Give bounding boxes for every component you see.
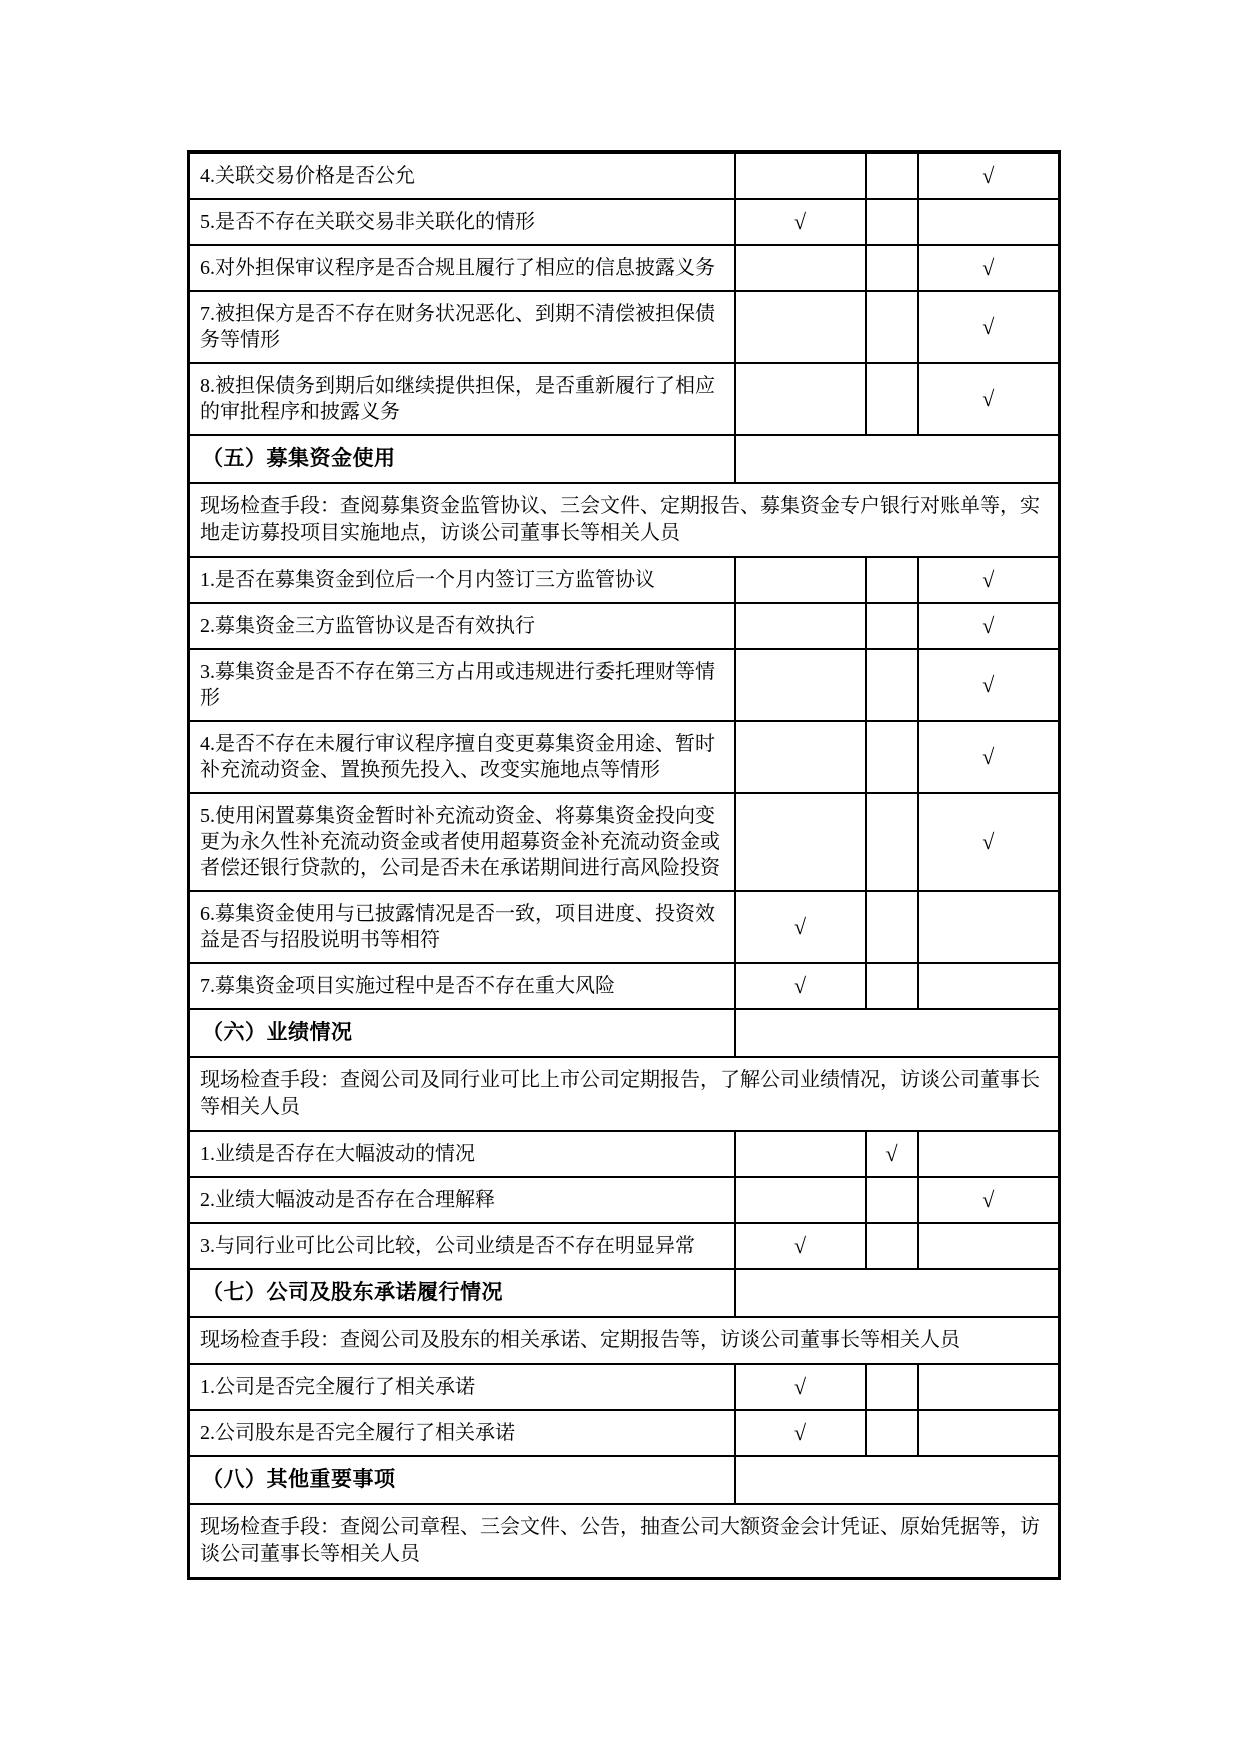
checkmark: √ — [793, 209, 807, 234]
answer-cell-c2 — [866, 721, 918, 793]
checkmark: √ — [885, 1141, 898, 1166]
method-row — [189, 483, 1060, 557]
answer-cell-c3 — [918, 793, 1060, 891]
question-row — [189, 363, 1060, 435]
answer-cell-c1 — [735, 1131, 866, 1177]
answer-cell-c2 — [866, 363, 918, 435]
checkmark: √ — [982, 314, 995, 339]
question-text-cell: 6.对外担保审议程序是否合规且履行了相应的信息披露义务 — [189, 245, 735, 291]
question-text-cell: 7.被担保方是否不存在财务状况恶化、到期不清偿被担保债务等情形 — [189, 291, 735, 363]
answer-cell-c2 — [866, 793, 918, 891]
question-row — [189, 793, 1060, 891]
question-row — [189, 291, 1060, 363]
answer-cell-c2 — [866, 603, 918, 649]
answer-cell-c1 — [735, 557, 866, 603]
checkmark: √ — [793, 1374, 807, 1399]
checkmark: √ — [793, 914, 807, 939]
section-empty-cell — [735, 1269, 1060, 1317]
answer-cell-c3 — [918, 721, 1060, 793]
question-text-cell: 5.使用闲置募集资金暂时补充流动资金、将募集资金投向变更为永久性补充流动资金或者使用超募资金补充流动资金或者偿还银行贷款的，公司是否未在承诺期间进行高风险投资 — [189, 793, 735, 891]
answer-cell-c2 — [866, 1410, 918, 1456]
question-text-cell: 6.募集资金使用与已披露情况是否一致，项目进度、投资效益是否与招股说明书等相符 — [189, 891, 735, 963]
question-row — [189, 1364, 1060, 1410]
method-text-cell: 现场检查手段：查阅公司及股东的相关承诺、定期报告等，访谈公司董事长等相关人员 — [189, 1317, 1060, 1364]
section-row — [189, 1269, 1060, 1317]
question-row — [189, 649, 1060, 721]
answer-cell-c3 — [918, 557, 1060, 603]
answer-cell-c1 — [735, 793, 866, 891]
answer-cell-c1 — [735, 245, 866, 291]
section-title-cell: （五）募集资金使用 — [189, 435, 735, 483]
question-row — [189, 1223, 1060, 1269]
question-text-cell: 1.公司是否完全履行了相关承诺 — [189, 1364, 735, 1410]
answer-cell-c2 — [866, 557, 918, 603]
question-text-cell: 2.募集资金三方监管协议是否有效执行 — [189, 603, 735, 649]
question-row — [189, 603, 1060, 649]
answer-cell-c2 — [866, 891, 918, 963]
method-row — [189, 1504, 1060, 1579]
section-row — [189, 1456, 1060, 1504]
section-empty-cell — [735, 435, 1060, 483]
question-text-cell: 7.募集资金项目实施过程中是否不存在重大风险 — [189, 963, 735, 1009]
question-row — [189, 891, 1060, 963]
answer-cell-c3 — [918, 245, 1060, 291]
answer-cell-c1 — [735, 291, 866, 363]
question-text-cell: 3.募集资金是否不存在第三方占用或违规进行委托理财等情形 — [189, 649, 735, 721]
question-text-cell: 5.是否不存在关联交易非关联化的情形 — [189, 199, 735, 245]
answer-cell-c2 — [866, 199, 918, 245]
question-text-cell: 2.公司股东是否完全履行了相关承诺 — [189, 1410, 735, 1456]
answer-cell-c3 — [918, 1131, 1060, 1177]
answer-cell-c3 — [918, 1177, 1060, 1223]
question-text-cell: 1.业绩是否存在大幅波动的情况 — [189, 1131, 735, 1177]
section-title-cell: （六）业绩情况 — [189, 1009, 735, 1057]
question-row — [189, 1410, 1060, 1456]
answer-cell-c2 — [866, 1177, 918, 1223]
checkmark: √ — [982, 829, 995, 854]
checkmark: √ — [982, 386, 995, 411]
answer-cell-c1 — [735, 152, 866, 199]
checklist-table — [187, 150, 1061, 1580]
checkmark: √ — [793, 973, 807, 998]
answer-cell-c2 — [866, 245, 918, 291]
checkmark: √ — [793, 1420, 807, 1445]
answer-cell-c3 — [918, 603, 1060, 649]
answer-cell-c3 — [918, 291, 1060, 363]
section-row — [189, 435, 1060, 483]
answer-cell-c1 — [735, 963, 866, 1009]
answer-cell-c3 — [918, 1364, 1060, 1410]
section-title-cell: （七）公司及股东承诺履行情况 — [189, 1269, 735, 1317]
question-text-cell: 3.与同行业可比公司比较，公司业绩是否不存在明显异常 — [189, 1223, 735, 1269]
checkmark: √ — [982, 255, 995, 280]
answer-cell-c2 — [866, 1131, 918, 1177]
answer-cell-c2 — [866, 649, 918, 721]
section-empty-cell — [735, 1456, 1060, 1504]
answer-cell-c1 — [735, 1410, 866, 1456]
checkmark: √ — [793, 1233, 807, 1258]
question-text-cell: 4.关联交易价格是否公允 — [189, 152, 735, 199]
question-row — [189, 557, 1060, 603]
checkmark: √ — [982, 163, 995, 188]
answer-cell-c1 — [735, 603, 866, 649]
question-row — [189, 199, 1060, 245]
method-text-cell: 现场检查手段：查阅募集资金监管协议、三会文件、定期报告、募集资金专户银行对账单等，实地走访募投项目实施地点，访谈公司董事长等相关人员 — [189, 483, 1060, 557]
method-text-cell: 现场检查手段：查阅公司及同行业可比上市公司定期报告，了解公司业绩情况，访谈公司董事长等相关人员 — [189, 1057, 1060, 1131]
answer-cell-c1 — [735, 1177, 866, 1223]
question-text-cell: 4.是否不存在未履行审议程序擅自变更募集资金用途、暂时补充流动资金、置换预先投入、改变实施地点等情形 — [189, 721, 735, 793]
answer-cell-c3 — [918, 649, 1060, 721]
question-text-cell: 8.被担保债务到期后如继续提供担保，是否重新履行了相应的审批程序和披露义务 — [189, 363, 735, 435]
method-row — [189, 1057, 1060, 1131]
checkmark: √ — [982, 672, 995, 697]
question-row — [189, 245, 1060, 291]
answer-cell-c3 — [918, 363, 1060, 435]
question-row — [189, 721, 1060, 793]
answer-cell-c3 — [918, 152, 1060, 199]
answer-cell-c1 — [735, 199, 866, 245]
question-text-cell: 2.业绩大幅波动是否存在合理解释 — [189, 1177, 735, 1223]
checkmark: √ — [982, 613, 995, 638]
question-row — [189, 152, 1060, 199]
question-row — [189, 1177, 1060, 1223]
answer-cell-c1 — [735, 1364, 866, 1410]
method-row — [189, 1317, 1060, 1364]
answer-cell-c2 — [866, 291, 918, 363]
answer-cell-c3 — [918, 199, 1060, 245]
checkmark: √ — [982, 1187, 995, 1212]
answer-cell-c3 — [918, 891, 1060, 963]
checkmark: √ — [982, 567, 995, 592]
answer-cell-c1 — [735, 363, 866, 435]
question-row — [189, 963, 1060, 1009]
answer-cell-c2 — [866, 152, 918, 199]
answer-cell-c2 — [866, 1364, 918, 1410]
answer-cell-c3 — [918, 1223, 1060, 1269]
answer-cell-c1 — [735, 721, 866, 793]
section-title-cell: （八）其他重要事项 — [189, 1456, 735, 1504]
section-empty-cell — [735, 1009, 1060, 1057]
answer-cell-c2 — [866, 963, 918, 1009]
answer-cell-c1 — [735, 891, 866, 963]
question-text-cell: 1.是否在募集资金到位后一个月内签订三方监管协议 — [189, 557, 735, 603]
question-row — [189, 1131, 1060, 1177]
method-text-cell: 现场检查手段：查阅公司章程、三会文件、公告，抽查公司大额资金会计凭证、原始凭据等，访谈公司董事长等相关人员 — [189, 1504, 1060, 1579]
answer-cell-c1 — [735, 649, 866, 721]
answer-cell-c1 — [735, 1223, 866, 1269]
checklist-table-body — [189, 152, 1060, 1579]
section-row — [189, 1009, 1060, 1057]
answer-cell-c3 — [918, 1410, 1060, 1456]
document-page — [187, 150, 1058, 1580]
checkmark: √ — [982, 744, 995, 769]
answer-cell-c2 — [866, 1223, 918, 1269]
answer-cell-c3 — [918, 963, 1060, 1009]
